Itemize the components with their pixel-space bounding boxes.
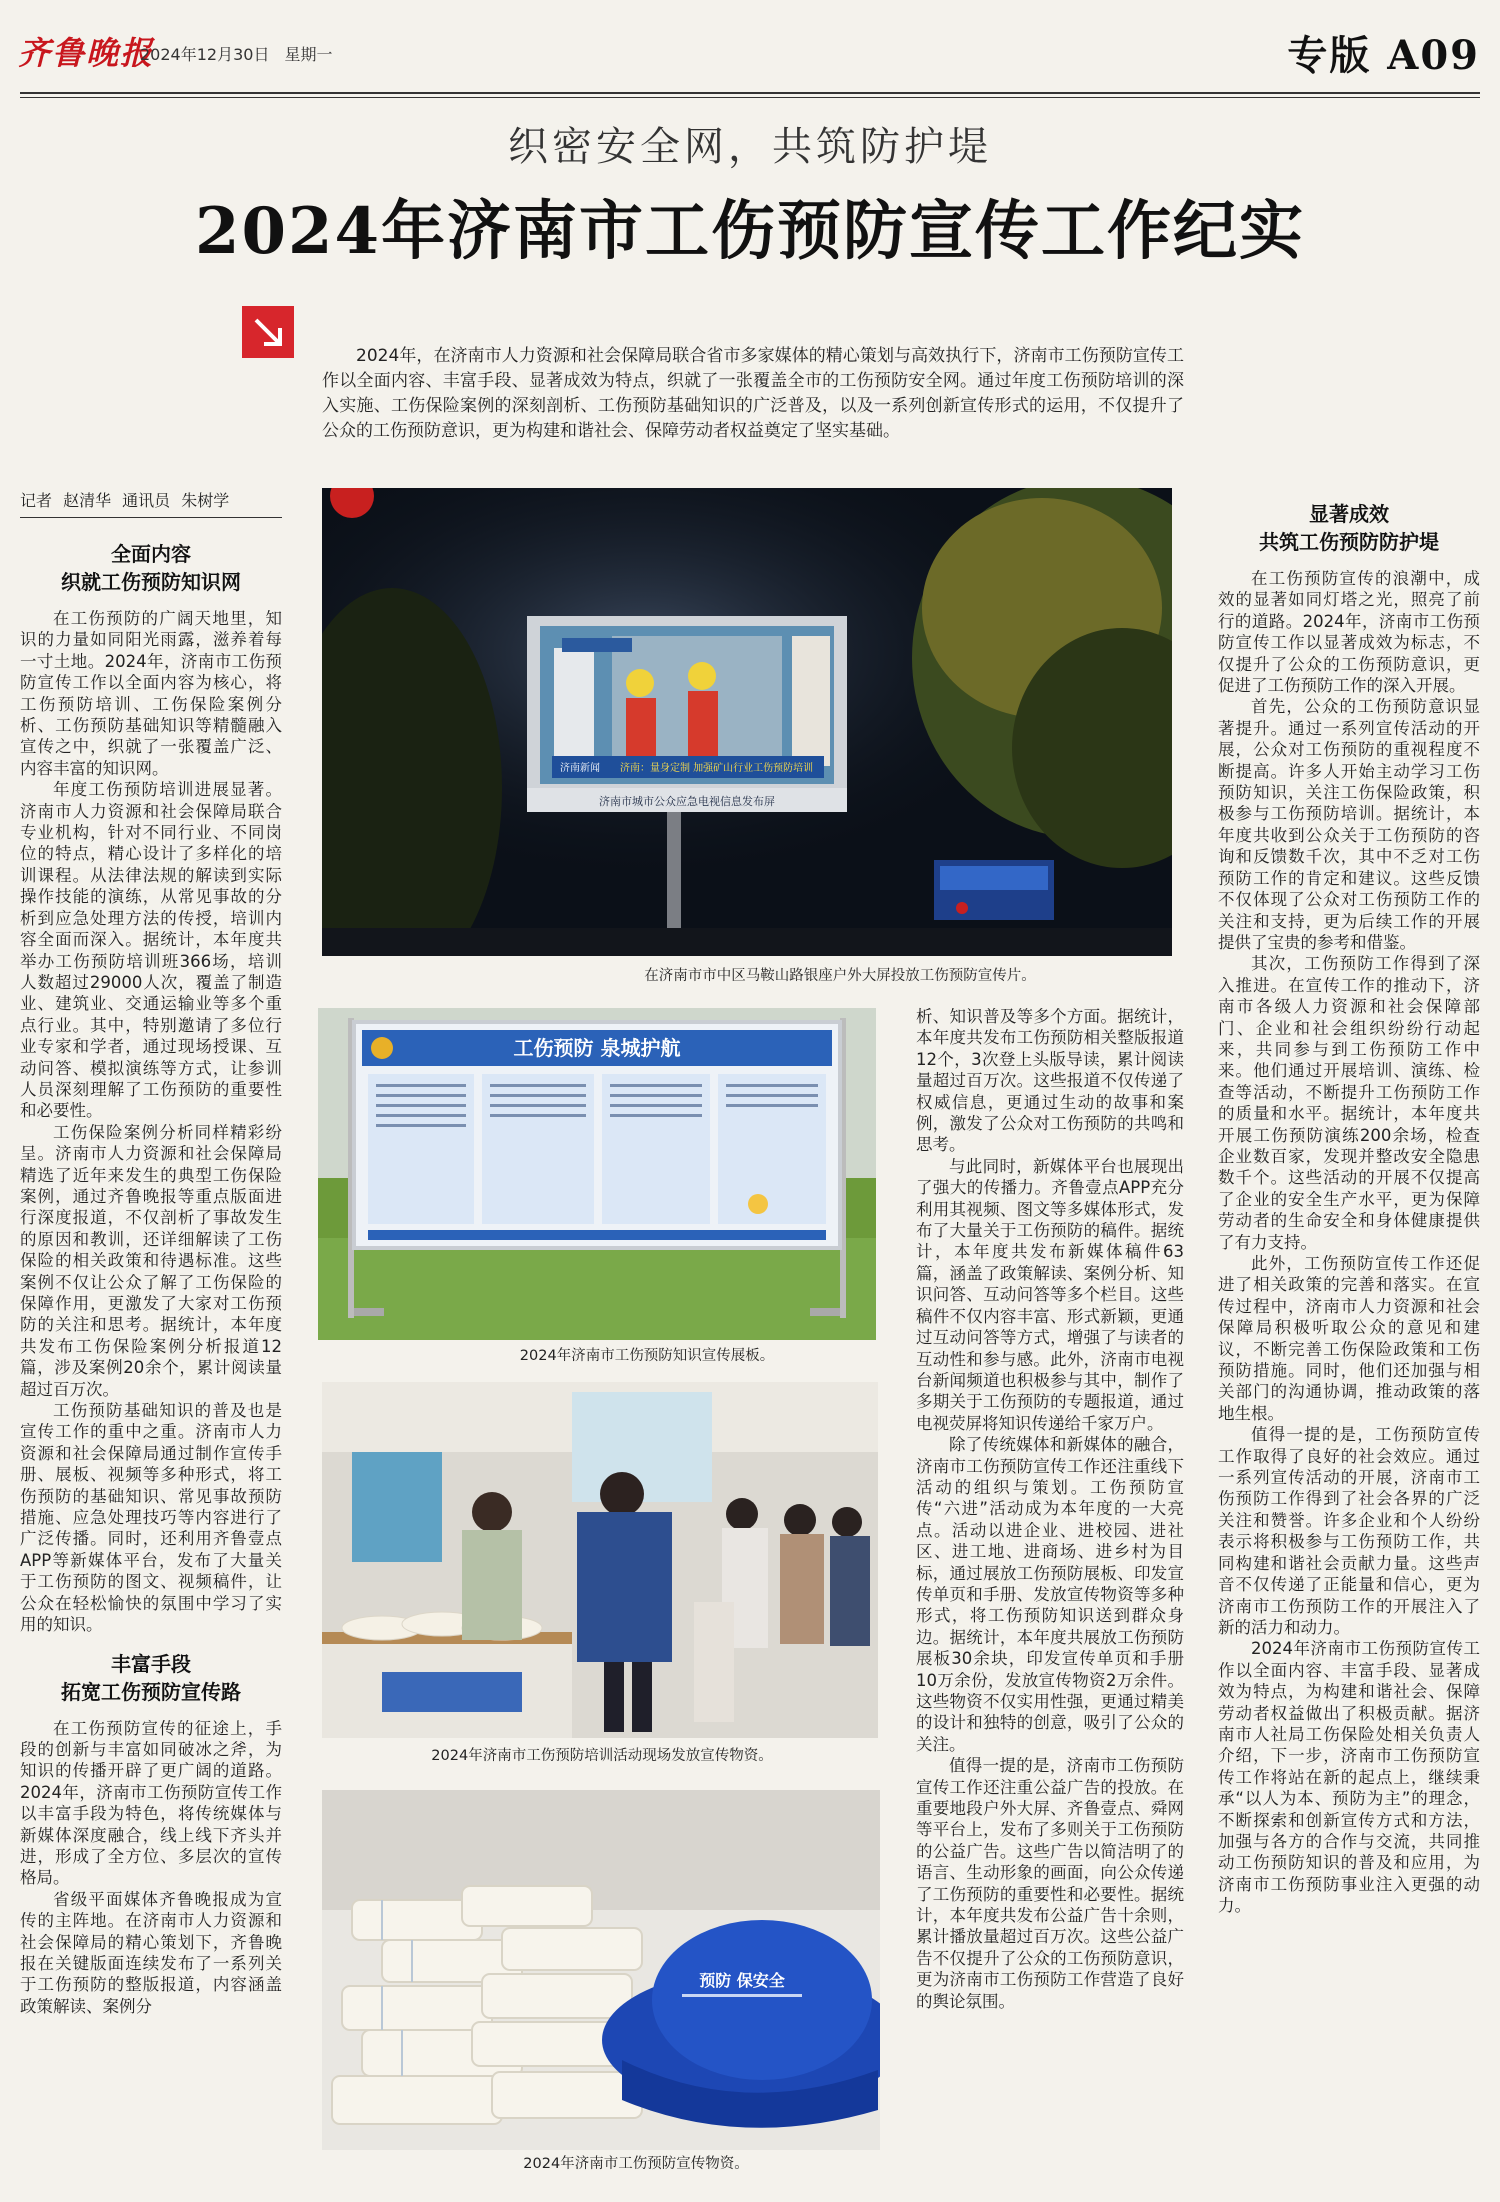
board-title-text: 工伤预防 泉城护航 xyxy=(513,1036,681,1060)
paragraph: 2024年济南市工伤预防宣传工作以全面内容、丰富手段、显著成效为特点，为构建和谐社会、保障劳动者权益做出了积极贡献。据济南市人社局工伤保险处相关负责人介绍，下一步，济南市工伤预防宣传工作将站在新的起点上，继续秉承“以人为本、预防为主”的理念，不断探索和创新宣传方式和方法，加强与各方的合作与交流，共同推动工伤预防知识的普及和应用，为济南市工伤预防事业注入更强的动力。 xyxy=(1218,1639,1480,1916)
photo-promo-materials xyxy=(322,1790,880,2150)
weekday-text: 星期一 xyxy=(284,45,333,64)
issue-date xyxy=(140,42,333,65)
photo-display-board xyxy=(318,1008,876,1340)
paragraph: 在工伤预防的广阔天地里，知识的力量如同阳光雨露，滋养着每一寸土地。2024年，济南市工伤预防宣传工作以全面内容为核心，将工伤预防培训、工伤保险案例分析、工伤预防基础知识等精髓融入宣传之中，织就了一张覆盖广泛、内容丰富的知识网。 xyxy=(20,609,282,778)
photo2-caption: 2024年济南市工伤预防知识宣传展板。 xyxy=(519,1348,775,1364)
screen-headline-text: 济南：量身定制 加强矿山行业工伤预防培训 xyxy=(620,763,814,774)
section-label: 专版 A09 xyxy=(1287,32,1480,79)
newspaper-masthead: 齐鲁晚报 xyxy=(18,34,155,72)
photo3-caption: 2024年济南市工伤预防培训活动现场发放宣传物资。 xyxy=(431,1748,773,1764)
photo1-caption: 在济南市市中区马鞍山路银座户外大屏投放工伤预防宣传片。 xyxy=(644,968,1036,984)
photo4-caption: 2024年济南市工伤预防宣传物资。 xyxy=(523,2156,749,2172)
article-subtitle: 织密安全网，共筑防护堤 xyxy=(508,124,992,170)
left-column xyxy=(20,488,282,2017)
article-body xyxy=(20,1718,282,2018)
photo-outdoor-screen xyxy=(322,488,1172,956)
header-divider xyxy=(20,92,1480,98)
paragraph: 首先，公众的工伤预防意识显著提升。通过一系列宣传活动的开展，公众对工伤预防的重视程度不断提高。许多人开始主动学习工伤预防知识，关注工伤保险政策，积极参与工伤预防培训。据统计，本年度共收到公众关于工伤预防的咨询和反馈数千次，其中不乏对工伤预防工作的肯定和建议。这些反馈不仅体现了公众对工伤预防工作的关注和支持，更为后续工作的开展提供了宝贵的参考和借鉴。 xyxy=(1218,697,1480,952)
section-heading-means xyxy=(20,1650,282,1706)
heading-line: 共筑工伤预防防护堤 xyxy=(1259,530,1439,554)
paragraph: 在工伤预防宣传的征途上，手段的创新与丰富如同破冰之斧，为知识的传播开辟了更广阔的道路。2024年，济南市工伤预防宣传工作以丰富手段为特色，将传统媒体与新媒体深度融合，线上线下齐头并进，形成了全方位、多层次的宣传格局。 xyxy=(20,1718,282,1888)
section-heading-content xyxy=(20,540,282,596)
paragraph: 与此同时，新媒体平台也展现出了强大的传播力。齐鲁壹点APP充分利用其视频、图文等多媒体形式，发布了大量关于工伤预防的稿件。据统计，本年度共发布新媒体稿件63篇，涵盖了政策解读、案例分析、知识问答、互动问答等多个栏目。这些稿件不仅内容丰富、形式新颖，更通过互动问答等方式，增强了与读者的互动性和参与感。此外，济南市电视台新闻频道也积极参与其中，制作了多期关于工伤预防的专题报道，通过电视荧屏将知识传递给千家万户。 xyxy=(916,1156,1184,1433)
paragraph: 除了传统媒体和新媒体的融合，济南市工伤预防宣传工作还注重线下活动的组织与策划。工伤预防宣传“六进”活动成为本年度的一大亮点。活动以进企业、进校园、进社区、进工地、进商场、进乡村为目标，通过展放工伤预防展板、印发宣传单页和手册、发放宣传物资等多种形式，将工伤预防知识送到群众身边。据统计，本年度共展放工伤预防展板30余块，印发宣传单页和手册10万余份，发放宣传物资2万余件。这些物资不仅实用性强，更通过精美的设计和独特的创意，吸引了公众的关注。 xyxy=(916,1435,1184,1754)
heading-line: 织就工伤预防知识网 xyxy=(61,570,241,594)
paragraph: 在工伤预防宣传的浪潮中，成效的显著如同灯塔之光，照亮了前行的道路。2024年，济南市工伤预防宣传工作以显著成效为标志，不仅提升了公众的工伤预防意识，更促进了工伤预防工作的深入开展。 xyxy=(1218,569,1480,696)
section-heading-results xyxy=(1218,500,1480,556)
paragraph: 此外，工伤预防宣传工作还促进了相关政策的完善和落实。在宣传过程中，济南市人力资源和社会保障局积极听取公众的意见和建议，不断完善工伤保险政策和工伤预防措施。同时，他们还加强与相关部门的沟通协调，推动政策的落地生根。 xyxy=(1218,1254,1480,1423)
paragraph: 省级平面媒体齐鲁晚报成为宣传的主阵地。在济南市人力资源和社会保障局的精心策划下，齐鲁晚报在关键版面连续发布了一系列关于工伤预防的整版报道，内容涵盖政策解读、案例分 xyxy=(20,1889,282,2016)
date-text: 2024年12月30日 xyxy=(140,45,270,64)
lede-text: 2024年，在济南市人力资源和社会保障局联合省市多家媒体的精心策划与高效执行下，济南市工伤预防宣传工作以全面内容、丰富手段、显著成效为特点，织就了一张覆盖全市的工伤预防安全网。通过年度工伤预防培训的深入实施、工伤保险案例的深刻剖析、工伤预防基础知识的广泛普及，以及一系列创新宣传形式的运用，不仅提升了公众的工伤预防意识，更为构建和谐社会、保障劳动者权益奠定了坚实基础。 xyxy=(322,346,1184,441)
paragraph: 值得一提的是，济南市工伤预防宣传工作还注重公益广告的投放。在重要地段户外大屏、齐鲁壹点、舜网等平台上，发布了多则关于工伤预防的公益广告。这些广告以简洁明了的语言、生动形象的画面，向公众传递了工伤预防的重要性和必要性。据统计，本年度共发布公益广告十余则，累计播放量超过百万次。这些公益广告不仅提升了公众的工伤预防意识，更为济南市工伤预防工作营造了良好的舆论氛围。 xyxy=(916,1756,1184,2011)
article-lede xyxy=(322,344,1184,444)
heading-line: 丰富手段 xyxy=(111,1651,191,1676)
right-column xyxy=(1218,500,1480,1917)
paragraph: 年度工伤预防培训进展显著。济南市人力资源和社会保障局联合专业机构，针对不同行业、不同岗位的特点，精心设计了多样化的培训课程。从法律法规的解读到实际操作技能的演练，从常见事故的分析到应急处理方法的传授，培训内容全面而深入。据统计，本年度共举办工伤预防培训班366场，培训人数超过29000人次，覆盖了制造业、建筑业、交通运输业等多个重点行业。其中，特别邀请了多位行业专家和学者，通过现场授课、互动问答、模拟演练等方式，让参训人员深刻理解了工伤预防的重要性和必要性。 xyxy=(20,780,282,1121)
heading-line: 全面内容 xyxy=(111,542,191,566)
heading-line: 拓宽工伤预防宣传路 xyxy=(61,1679,241,1704)
paragraph: 工伤保险案例分析同样精彩纷呈。济南市人力资源和社会保障局精选了近年来发生的典型工伤保险案例，通过齐鲁晚报等重点版面进行深度报道，不仅剖析了事故发生的原因和教训，还详细解读了工伤保险的相关政策和待遇标准。这些案例不仅让公众了解了工伤保险的保障作用，更激发了大家对工伤预防的关注和思考。据统计，本年度共发布工伤保险案例分析报道12篇，涉及案例20余个，累计阅读量超过百万次。 xyxy=(20,1122,282,1399)
billboard-sign-text: 济南市城市公众应急电视信息发布屏 xyxy=(599,795,775,808)
cap-logo-text: 预防 保安全 xyxy=(699,1971,785,1990)
article-body xyxy=(1218,568,1480,1917)
article-title: 2024年济南市工伤预防宣传工作纪实 xyxy=(194,194,1306,269)
arrow-down-right-icon xyxy=(242,306,294,358)
article-body xyxy=(20,608,282,1636)
byline: 记者 赵清华 通讯员 朱树学 xyxy=(20,488,282,518)
paragraph: 析、知识普及等多个方面。据统计，本年度共发布工伤预防相关整版报道12个，3次登上头版导读，累计阅读量超过百万次。这些报道不仅传递了权威信息，更通过生动的故事和案例，激发了公众对工伤预防的共鸣和思考。 xyxy=(916,1007,1184,1155)
screen-tag-text: 济南新闻 xyxy=(560,763,600,774)
middle-column xyxy=(916,1006,1184,2012)
paragraph: 值得一提的是，工伤预防宣传工作取得了良好的社会效应。通过一系列宣传活动的开展，济南市工伤预防工作得到了社会各界的广泛关注和赞誉。许多企业和个人纷纷表示将积极参与工伤预防工作，共同构建和谐社会贡献力量。这些声音不仅传递了正能量和信心，更为济南市工伤预防工作的开展注入了新的活力和动力。 xyxy=(1218,1425,1480,1637)
paragraph: 工伤预防基础知识的普及也是宣传工作的重中之重。济南市人力资源和社会保障局通过制作宣传手册、展板、视频等多种形式，将工伤预防的基础知识、常见事故预防措施、应急处理技巧等内容进行了广泛传播。同时，还利用齐鲁壹点APP等新媒体平台，发布了大量关于工伤预防的图文、视频稿件，让公众在轻松愉快的氛围中学习了实用的知识。 xyxy=(20,1401,282,1635)
paragraph: 其次，工伤预防工作得到了深入推进。在宣传工作的推动下，济南市各级人力资源和社会保障部门、企业和社会组织纷纷行动起来，共同参与到工伤预防工作中来。他们通过开展培训、演练、检查等活动，不断提升工伤预防工作的质量和水平。据统计，本年度共开展工伤预防演练200余场，检查企业数百家，发现并整改安全隐患数千个。这些活动的开展不仅提高了企业的安全生产水平，更为保障劳动者的生命安全和身体健康提供了有力支持。 xyxy=(1218,954,1480,1252)
heading-line: 显著成效 xyxy=(1309,502,1389,526)
photo-training-distribution xyxy=(322,1382,878,1738)
